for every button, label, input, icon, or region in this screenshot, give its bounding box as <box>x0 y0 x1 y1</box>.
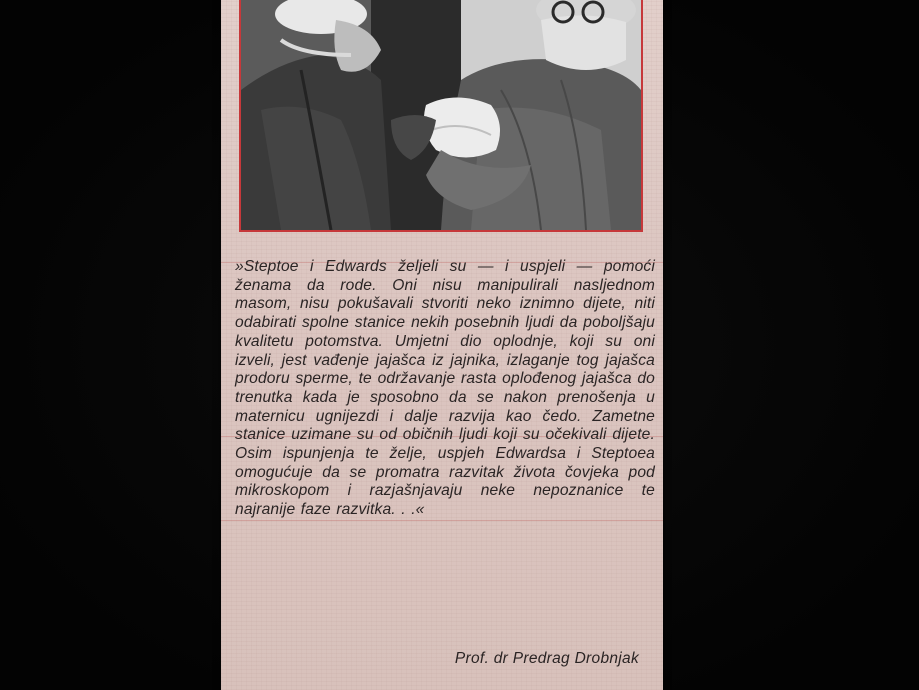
quote-author: Prof. dr Predrag Drobnjak <box>454 650 639 667</box>
surgeons-photo-drawing <box>241 0 641 230</box>
surgeons-photo <box>239 0 643 232</box>
blurb-quote: »Steptoe i Edwards željeli su — i uspjeli — pomoći ženama da rode. Oni nisu manipulirali nasljednom masom, nisu pokušavali stvoriti neko iznimno dijete, niti odabirati spolne stanice nekih posebnih ljudi da poboljšaju kvalitetu potomstva. Umjetni dio oplodnje, koji su oni izveli, jest vađenje jajašca iz jajnika, izlaganje tog jajašca prodoru sperme, te održavanje rasta oplođenog jajašca do trenutka kada je sposobno da se nakon prenošenja u maternicu ugnijezdi i dalje razvija kao čedo. Zametne stanice uzimane su od običnih ljudi koji su očekivali dijete. Osim ispunjenja te želje, uspjeh Edwardsa i Steptoea omogućuje da se promatra razvitak života čovjeka pod mikroskopom i razjašnjavaju neke nepoznanice te najranije faze razvitka. . .« <box>235 258 655 519</box>
paper-crease <box>221 520 663 521</box>
book-back-cover <box>221 0 663 690</box>
